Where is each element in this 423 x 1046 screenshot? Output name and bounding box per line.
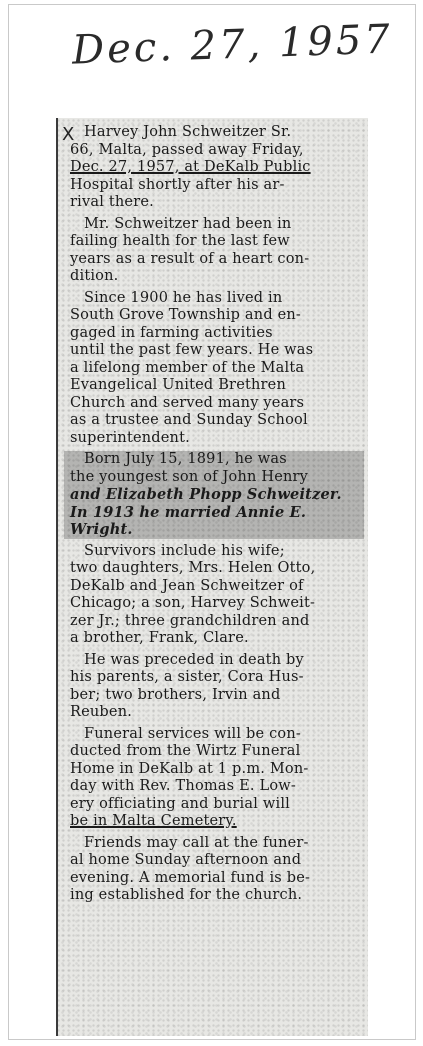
clipping-edge-line	[56, 118, 58, 1036]
obituary-paragraph-2	[70, 216, 360, 286]
text-line: zer Jr.; three grandchildren and	[70, 612, 310, 629]
text-line: be in Malta Cemetery.	[70, 813, 237, 829]
text-line: a lifelong member of the Malta	[70, 359, 305, 376]
handwritten-date: Dec. 27, 1957	[71, 16, 394, 74]
text-line: years as a result of a heart con-	[70, 250, 310, 267]
obituary-paragraph-3	[70, 290, 360, 448]
text-line: ducted from the Wirtz Funeral	[70, 743, 301, 759]
obituary-paragraph-6	[70, 652, 360, 722]
text-line: Reuben.	[70, 704, 133, 720]
obituary-paragraph-1	[70, 124, 360, 212]
text-line: South Grove Township and en-	[70, 307, 302, 323]
text-line: Dec. 27, 1957, at DeKalb Public	[70, 159, 311, 175]
text-line: Evangelical United Brethren	[70, 377, 286, 393]
newspaper-clipping	[56, 118, 368, 1036]
text-line: Church and served many years	[70, 394, 305, 411]
text-line: Born July 15, 1891, he was	[84, 451, 287, 467]
text-line: ing established for the church.	[70, 887, 303, 903]
text-line: ery officiating and burial will	[70, 795, 290, 812]
text-line: failing health for the last few	[70, 233, 290, 249]
text-line: gaged in farming activities	[70, 324, 273, 341]
text-line: day with Rev. Thomas E. Low-	[70, 778, 296, 794]
text-line: Mr. Schweitzer had been in	[84, 215, 292, 232]
text-line: Chicago; a son, Harvey Schweit-	[70, 595, 316, 611]
text-line: ber; two brothers, Irvin and	[70, 686, 281, 703]
text-line: his parents, a sister, Cora Hus-	[70, 669, 304, 685]
text-line: evening. A memorial fund is be-	[70, 869, 311, 886]
obituary-paragraph-5	[70, 543, 360, 648]
margin-mark: X	[62, 124, 75, 145]
obituary-paragraph-8	[70, 835, 360, 905]
text-line: Home in DeKalb at 1 p.m. Mon-	[70, 760, 309, 777]
text-line: Harvey John Schweitzer Sr.	[84, 124, 292, 140]
text-line: as a trustee and Sunday School	[70, 412, 308, 428]
text-line: rival there.	[70, 194, 154, 210]
text-line: Survivors include his wife;	[84, 542, 285, 559]
text-line: He was preceded in death by	[84, 651, 304, 668]
text-line: dition.	[70, 268, 119, 284]
text-line: al home Sunday afternoon and	[70, 852, 302, 868]
text-line: two daughters, Mrs. Helen Otto,	[70, 560, 316, 576]
handwritten-note-line: and Elizabeth Phopp Schweitzer.	[70, 486, 342, 503]
text-line: Friends may call at the funer-	[84, 834, 309, 851]
text-line: Since 1900 he has lived in	[84, 289, 283, 306]
obituary-paragraph-4-highlighted	[64, 451, 364, 539]
text-line: the youngest son of John Henry	[70, 468, 309, 485]
text-line: DeKalb and Jean Schweitzer of	[70, 577, 304, 594]
text-line: 66, Malta, passed away Friday,	[70, 141, 304, 158]
handwritten-note-line: Wright.	[70, 521, 133, 538]
text-line: Hospital shortly after his ar-	[70, 176, 285, 193]
text-line: superintendent.	[70, 429, 190, 446]
text-line: until the past few years. He was	[70, 342, 314, 358]
handwritten-note-line: In 1913 he married Annie E.	[70, 503, 307, 521]
text-line: Funeral services will be con-	[84, 725, 301, 742]
obituary-paragraph-7	[70, 726, 360, 831]
text-line: a brother, Frank, Clare.	[70, 630, 249, 646]
